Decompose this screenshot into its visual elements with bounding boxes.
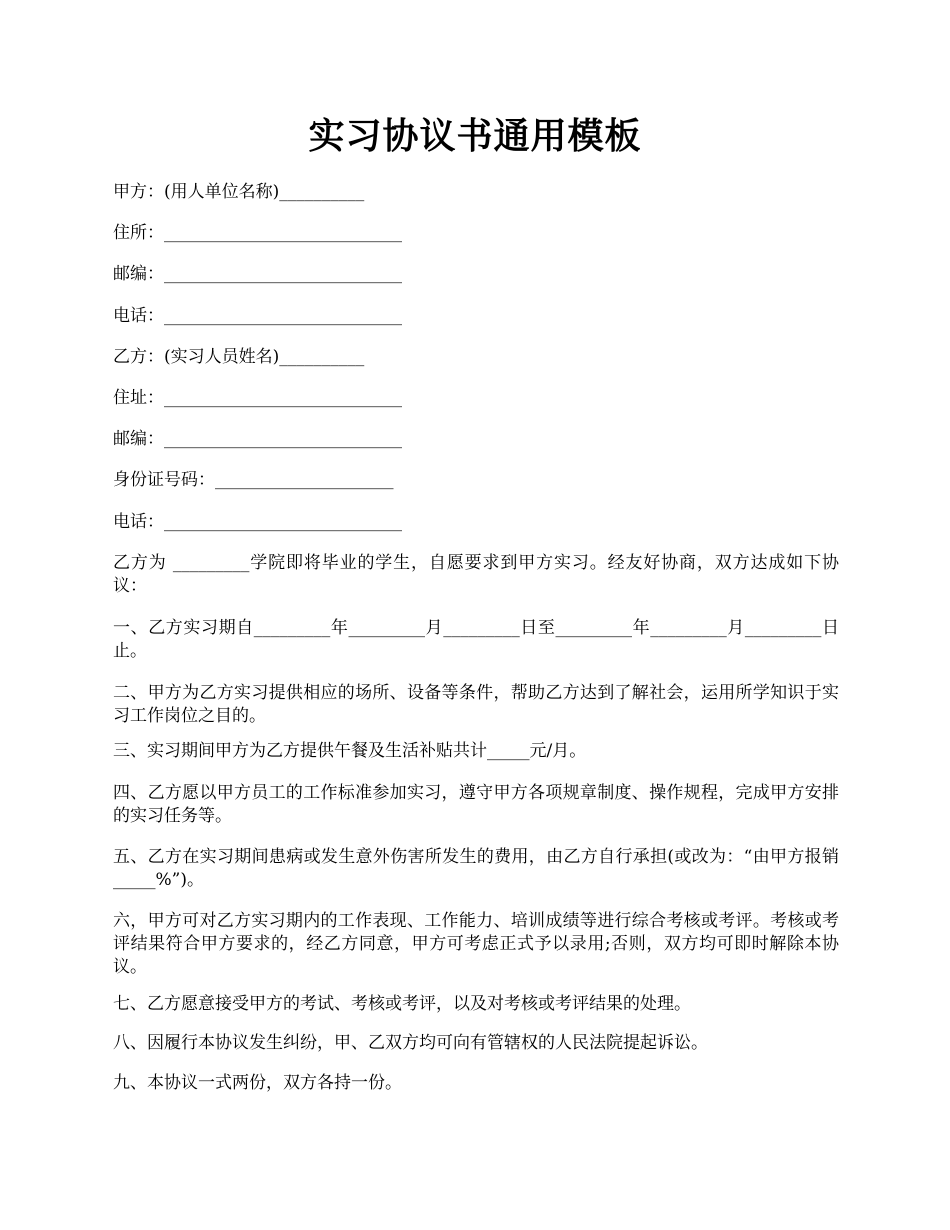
clause-5: 五、乙方在实习期间患病或发生意外伤害所发生的费用，由乙方自行承担(或改为：“由甲方报销_____%”)。 xyxy=(113,847,839,890)
party-a-name-line: 甲方：(用人单位名称)__________ xyxy=(113,182,365,202)
clause-9: 九、本协议一式两份，双方各持一份。 xyxy=(113,1073,402,1093)
party-b-address-line: 住址：____________________________ xyxy=(113,388,402,408)
party-b-name-line: 乙方：(实习人员姓名)__________ xyxy=(113,347,365,367)
party-a-postcode-line: 邮编：____________________________ xyxy=(113,264,402,284)
clause-8: 八、因履行本协议发生纠纷，甲、乙双方均可向有管辖权的人民法院提起诉讼。 xyxy=(113,1033,708,1053)
clause-1: 一、乙方实习期自_________年_________月_________日至_________年_________月_________日止。 xyxy=(113,618,839,661)
party-b-postcode-line: 邮编：____________________________ xyxy=(113,429,402,449)
party-b-phone-line: 电话：____________________________ xyxy=(113,512,402,532)
document-title: 实习协议书通用模板 xyxy=(308,115,642,157)
clause-3: 三、实习期间甲方为乙方提供午餐及生活补贴共计_____元/月。 xyxy=(113,741,587,761)
clause-4: 四、乙方愿以甲方员工的工作标准参加实习，遵守甲方各项规章制度、操作规程，完成甲方安排的实习任务等。 xyxy=(113,783,839,826)
clause-2: 二、甲方为乙方实习提供相应的场所、设备等条件，帮助乙方达到了解社会，运用所学知识于实习工作岗位之目的。 xyxy=(113,683,839,726)
clause-7: 七、乙方愿意接受甲方的考试、考核或考评，以及对考核或考评结果的处理。 xyxy=(113,994,691,1014)
intro-paragraph: 乙方为 _________学院即将毕业的学生，自愿要求到甲方实习。经友好协商，双方达成如下协议： xyxy=(113,553,839,596)
clause-6: 六，甲方可对乙方实习期内的工作表现、工作能力、培训成绩等进行综合考核或考评。考核或考评结果符合甲方要求的，经乙方同意，甲方可考虑正式予以录用;否则，双方均可即时解除本协议。 xyxy=(113,911,839,977)
party-a-address-line: 住所：____________________________ xyxy=(113,223,402,243)
party-a-phone-line: 电话：____________________________ xyxy=(113,306,402,326)
party-b-id-line: 身份证号码：_____________________ xyxy=(113,470,394,490)
